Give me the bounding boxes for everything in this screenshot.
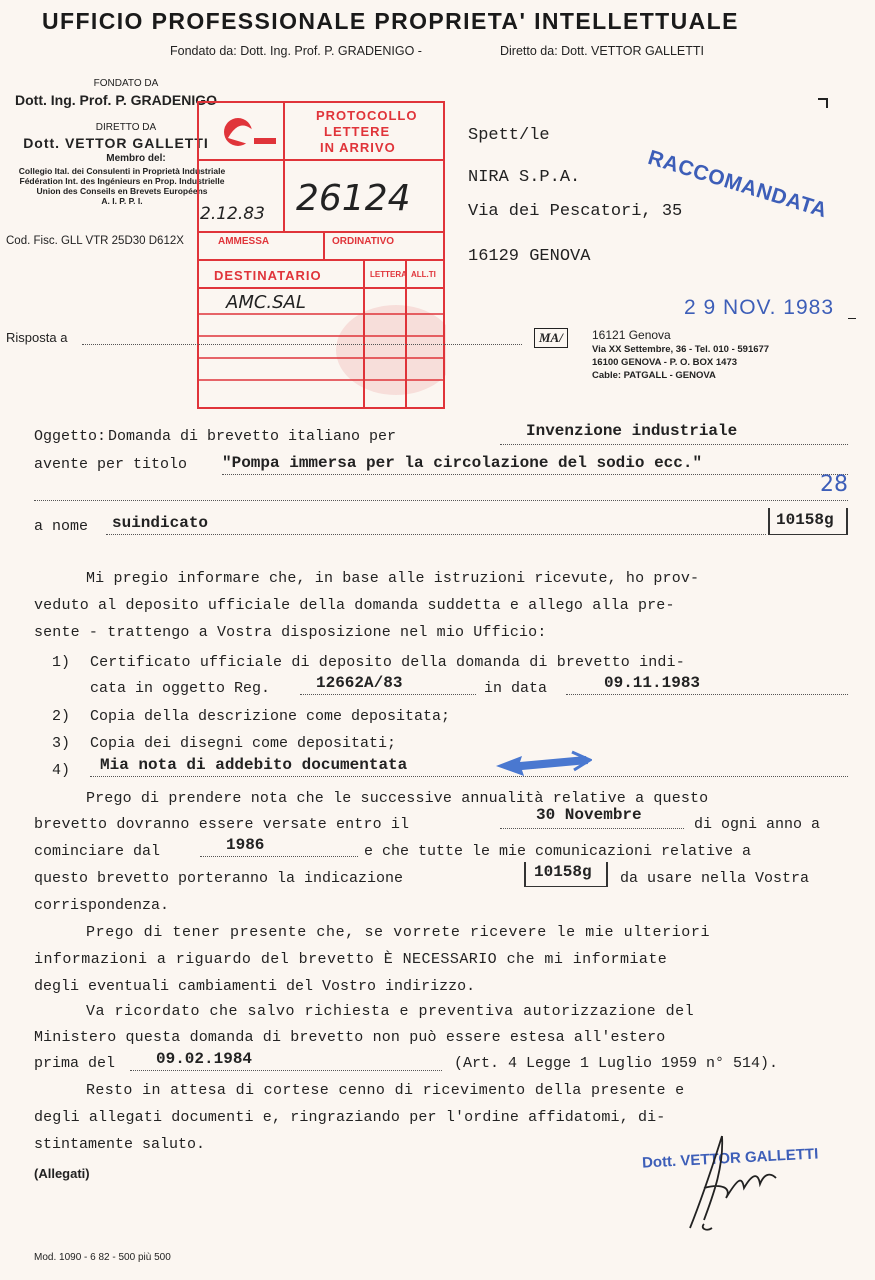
registration-number: 12662A/83 [316, 674, 403, 692]
fiscal-code: Cod. Fisc. GLL VTR 25D30 D612X [6, 235, 184, 247]
sender-initials: MA/ [534, 328, 568, 348]
para4-line-3a: prima del [34, 1055, 116, 1072]
subject-line1-dots [500, 444, 848, 445]
para3-line-3: degli eventuali cambiamenti del Vostro indirizzo. [34, 978, 476, 995]
start-year: 1986 [226, 836, 265, 854]
registration-dots [300, 694, 476, 695]
protocol-date: 2.12.83 [200, 204, 265, 224]
item-4-text: Mia nota di addebito documentata [100, 756, 408, 774]
date-stamp: 2 9 NOV. 1983 [684, 296, 834, 319]
item-4-dots [90, 776, 848, 777]
handwritten-signature [682, 1128, 802, 1238]
registration-date: 09.11.1983 [604, 674, 701, 692]
signature-stamp: Dott. VETTOR GALLETTI [641, 1145, 819, 1172]
item-2-num: 2) [52, 708, 71, 725]
corner-mark [818, 98, 828, 108]
founded-label: FONDATO DA [93, 78, 159, 89]
start-year-dots [200, 856, 358, 857]
stamp-title-line-1: PROTOCOLLO [316, 108, 418, 123]
reply-label: Risposta a [6, 330, 68, 345]
director-name: Dott. VETTOR GALLETTI [23, 135, 209, 151]
subject-line3-dots [34, 500, 848, 501]
label-attachments: ALL.TI [411, 270, 436, 279]
intro-line-1: Mi pregio informare che, in base alle istruzioni ricevute, ho prov- [86, 570, 700, 587]
para4-line-3b: (Art. 4 Legge 1 Luglio 1959 n° 514). [454, 1055, 779, 1072]
recipient-city: 16129 GENOVA [468, 247, 591, 266]
subject-title: "Pompa immersa per la circolazione del sodio ecc." [222, 454, 703, 472]
founder-name: Dott. Ing. Prof. P. GRADENIGO [15, 92, 217, 108]
letterhead-subtitle-directed: Diretto da: Dott. VETTOR GALLETTI [500, 44, 704, 58]
subject-label: Oggetto: [34, 428, 107, 445]
intro-line-3: sente - trattengo a Vostra disposizione nel mio Ufficio: [34, 624, 547, 641]
extension-date: 09.02.1984 [156, 1050, 253, 1068]
deadline-date: 30 Novembre [536, 806, 642, 824]
membership-4: A. I. P. P. I. [101, 196, 143, 206]
deadline-dots [500, 828, 684, 829]
letterhead-title: UFFICIO PROFESSIONALE PROPRIETA' INTELLETTUALE [42, 8, 739, 34]
sender-pobox: 16100 GENOVA - P. O. BOX 1473 [592, 357, 738, 368]
stamp-logo-icon [218, 114, 278, 154]
item-1-text: Certificato ufficiale di deposito della domanda di brevetto indi- [90, 654, 685, 671]
reference-number: 10158g [776, 511, 834, 529]
para5-line-3: stintamente saluto. [34, 1136, 206, 1153]
patent-ref-number: 10158g [534, 863, 592, 881]
para2-line-4b: da usare nella Vostra [620, 870, 810, 887]
reply-line [82, 344, 522, 345]
attachments-label: (Allegati) [34, 1166, 90, 1181]
name-fill: suindicato [112, 514, 209, 532]
para2-line-5: corrispondenza. [34, 897, 170, 914]
para3-line-2: informazioni a riguardo del brevetto È NECESSARIO che mi informiate [34, 951, 668, 968]
subject-line2-text: avente per titolo [34, 456, 188, 473]
registration-date-dots [566, 694, 848, 695]
stamp-title-line-3: IN ARRIVO [320, 140, 396, 155]
handwritten-number: 28 [820, 472, 848, 497]
para2-line-3b: e che tutte le mie comunicazioni relative a [364, 843, 752, 860]
item-2-text: Copia della descrizione come depositata; [90, 708, 451, 725]
protocol-number: 26124 [296, 178, 411, 219]
intro-line-2: veduto al deposito ufficiale della domanda suddetta e allego alla pre- [34, 597, 675, 614]
stamp-title-line-2: LETTERE [324, 124, 391, 139]
para3-line-1: Prego di tener presente che, se vorrete ricevere le mie ulteriori [86, 924, 711, 941]
para2-line-2a: brevetto dovranno essere versate entro il [34, 816, 410, 833]
label-recipient: DESTINATARIO [214, 268, 322, 283]
directed-label: DIRETTO DA [95, 122, 157, 133]
recipient-company: NIRA S.P.A. [468, 168, 581, 187]
registered-mail-stamp: RACCOMANDATA [645, 146, 830, 223]
item-3-num: 3) [52, 735, 71, 752]
tick-mark [848, 318, 856, 319]
protocol-stamp [196, 100, 446, 410]
item-1b-text-b: in data [484, 680, 548, 697]
sender-city: 16121 Genova [592, 328, 671, 342]
label-admitted: AMMESSA [218, 236, 270, 247]
item-1b-text-a: cata in oggetto Reg. [90, 680, 271, 697]
blue-arrow-icon [492, 750, 592, 780]
recipient-street: Via dei Pescatori, 35 [468, 202, 683, 221]
para5-line-2: degli allegati documenti e, ringraziando per l'ordine affidatomi, di- [34, 1109, 666, 1126]
para2-line-1: Prego di prendere nota che le successive annualità relative a questo [86, 790, 709, 807]
label-letter: LETTERA [370, 270, 407, 279]
para4-line-2: Ministero questa domanda di brevetto non può essere estesa all'estero [34, 1029, 666, 1046]
name-label: a nome [34, 518, 89, 535]
subject-line1-text: Domanda di brevetto italiano per [108, 428, 397, 445]
item-1-num: 1) [52, 654, 71, 671]
name-dots [106, 534, 766, 535]
para2-line-4a: questo brevetto porteranno la indicazione [34, 870, 404, 887]
subject-line2-dots [222, 474, 848, 475]
sender-street: Via XX Settembre, 36 - Tel. 010 - 591677 [592, 344, 770, 355]
membership-1: Collegio Ital. dei Consulenti in Proprietà Industriale [18, 166, 226, 176]
letterhead-subtitle-founded: Fondato da: Dott. Ing. Prof. P. GRADENIGO - [170, 44, 422, 58]
para2-line-2b: di ogni anno a [694, 816, 821, 833]
recipient-handwritten: AMC.SAL [226, 292, 306, 313]
sender-cable: Cable: PATGALL - GENOVA [592, 370, 716, 381]
recipient-salutation: Spett/le [468, 126, 550, 145]
item-3-text: Copia dei disegni come depositati; [90, 735, 397, 752]
member-label: Membro del: [106, 153, 166, 164]
form-footer: Mod. 1090 - 6 82 - 500 più 500 [34, 1252, 171, 1263]
membership-2: Fédération Int. des Ingénieurs en Prop. Industrielle [19, 176, 225, 186]
item-4-num: 4) [52, 762, 71, 779]
subject-invention-type: Invenzione industriale [526, 422, 738, 440]
extension-date-dots [130, 1070, 442, 1071]
para5-line-1: Resto in attesa di cortese cenno di ricevimento della presente e [86, 1082, 685, 1099]
membership-3: Union des Conseils en Brevets Européens [36, 186, 208, 196]
label-order: ORDINATIVO [332, 236, 395, 247]
para4-line-1: Va ricordato che salvo richiesta e preventiva autorizzazione del [86, 1003, 695, 1020]
para2-line-3a: cominciare dal [34, 843, 161, 860]
